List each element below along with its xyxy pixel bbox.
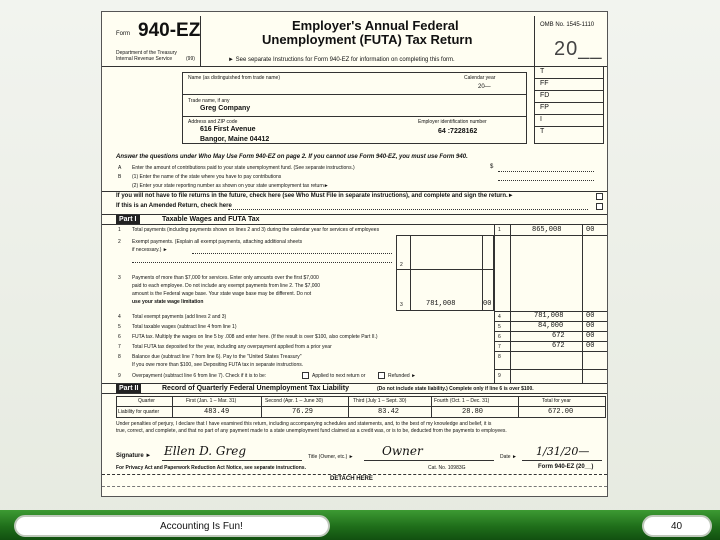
line8-label-a: Balance due (subtract line 7 from line 6). Pay to the "United States Treasury" (132, 354, 302, 360)
question-b1: (1) Enter the name of the state where you have to pay contributions (132, 174, 282, 180)
calendar-year-label: Calendar year (464, 75, 496, 81)
part2-label: Part II (116, 384, 141, 393)
question-b2: (2) Enter your state reporting number as shown on your state unemployment tax return► (132, 183, 329, 189)
side-code-fp: FP (540, 104, 549, 111)
line3-label-d: use your state wage limitation (132, 299, 204, 305)
omb-number: OMB No. 1545-1110 (540, 22, 595, 28)
line9-option-refunded: Refunded ► (388, 373, 417, 379)
part1-title: Taxable Wages and FUTA Tax (162, 216, 260, 223)
line7-label: Total FUTA tax deposited for the year, including any overpayment applied from a prior year (132, 344, 332, 350)
ein-value: 64 :7228162 (438, 128, 478, 135)
privacy-notice: For Privacy Act and Paperwork Reduction Act Notice, see separate instructions. (116, 465, 306, 471)
instructions-note: ► See separate Instructions for Form 940-EZ for information on completing this form. (228, 57, 455, 63)
line3-label-a: Payments of more than $7,000 for services. Enter only amounts over the first $7,000 (132, 275, 319, 281)
address-label: Address and ZIP code (188, 119, 238, 125)
quarter-first-header: First (Jan. 1 – Mar. 31) (186, 398, 237, 404)
line3-label-b: paid to each employee. Do not include any exempt payments from line 2. The $7,000 (132, 283, 321, 289)
trade-name-label: Trade name, if any (188, 98, 230, 104)
calendar-year-value: 20— (478, 84, 491, 90)
date-label: Date ► (500, 454, 517, 460)
page-number: 40 (671, 521, 683, 532)
line8-label-b: If you owe more than $100, see Depositing FUTA tax in separate instructions. (132, 362, 304, 368)
side-code-t: T (540, 68, 545, 75)
line2-label-a: Exempt payments. (Explain all exempt payments, attaching additional sheets (132, 239, 303, 245)
quarter-total-header: Total for year (542, 398, 571, 404)
liability-total: 672.00 (548, 408, 574, 416)
line2-label-b: if necessary.) ► (132, 247, 168, 253)
irs-label: Internal Revenue Service (116, 56, 173, 62)
applied-next-return-checkbox[interactable] (302, 372, 309, 379)
date-value: 1/31/20— (536, 445, 590, 458)
no-future-returns: If you will not have to file returns in the future, check here (see Who Must File in separate instructions), and complete and sign the return.► (116, 193, 514, 199)
line1-value: 865,008 (532, 226, 562, 234)
line9-label: Overpayment (subtract line 6 from line 7). Check if it is to be: (132, 373, 267, 379)
line3-value: 781,008 (426, 300, 456, 308)
line1-label: Total payments (including payments shown on lines 2 and 3) during the calendar year for services of employees (132, 227, 380, 233)
amended-return: If this is an Amended Return, check here (116, 203, 232, 209)
line6-label: FUTA tax. Multiply the wages on line 5 by .008 and enter here. (If the result is over $100, also complete Part II.) (132, 334, 378, 340)
address-line1: 616 First Avenue (200, 126, 256, 133)
line9-option-applied: Applied to next return or (312, 373, 366, 379)
quarter-second-header: Second (Apr. 1 – June 30) (265, 398, 324, 404)
page-number-pill (642, 515, 712, 537)
liability-label: Liability for quarter (118, 409, 160, 415)
detach-here: DETACH HERE (330, 476, 373, 482)
caption-pill (14, 515, 330, 537)
tax-year: 20__ (554, 38, 603, 60)
side-code-i: I (540, 116, 542, 123)
slide-footer-bar (0, 510, 720, 540)
question-a-dollar: $ (490, 164, 494, 170)
line4-value: 781,008 (534, 312, 564, 320)
form-940ez: Form 940-EZ Department of the Treasury Internal Revenue Service (99) Employer's Annual Federal Unemployment (FUTA) Tax Return ► See separate Instructions for Form 940-EZ for information on completing this form. OMB No. 1545-1110 20__ T FF FD FP I T Name (as distinguished from trade name) Calendar year 20— Trade name, if any Greg Company Address and ZIP code Employer identification number 616 First Avenue 64 :7228162 Bangor, Maine 04412 Answer the questions under Who May Use Form 940-EZ on page 2. If you cannot use Form 940-EZ, you must use Form 940. A Enter the amount of contributions paid to your state unemployment fund. (See separate instructions.) $ B (1) Enter the name of the state where you have to pay contributions (2) Enter your state reporting number as shown on your state unemployment tax return► If you will not have to file returns in the future, check here (see Who Must File in separate instructions), and complete and sign the return.► If this is an Amended Return, check here Part I Taxable Wages and FUTA Tax 1 Total payments (including payments shown on lines 2 and 3) during the calendar year for services of employees 1 865,008 00 2 Exempt payments. (Explain all exempt payments, attaching additional sheets if necessary.) ► 2 3 Payments of more than $7,000 for services. Enter only amounts over the first $7,000 paid to each employee. Do not include any exempt payments from line 2. The $7,000 amount is the Federal wage base. Your state wage base may be different. Do not use your state wage limitation 3 781,008 00 4 Total exempt payments (add lines 2 and 3) 4 781,008 00 5 Total taxable wages (subtract line 4 from line 1) 5 84,000 00 6 FUTA tax. Multiply the wages on line 5 by .008 and enter here. (If the result is over $100, also complete Part II.) 6 672 00 7 Total FUTA tax deposited for the year, including any overpayment applied from a prior year 7 672 00 8 Balance due (subtract line 7 from line 6). Pay to the "United States Treasury" 8 If you owe more than $100, see Depositing FUTA tax in separate instructions. 9 Overpayment (subtract line 6 from line 7). Check if it is to be: Applied to next return or Refunded ► 9 Part II Record of Quarterly Federal Unemployment Tax Liability (Do not include state liability.) Complete only if line 6 is over $100. Quarter First (Jan. 1 – Mar. 31) Second (Apr. 1 – June 30) Third (July 1 – Sept. 30) Fourth (Oct. 1 – Dec. 31) Total for year Liability for quarter 483.49 76.29 83.42 28.80 672.00 Under penalties of perjury, I declare that I have examined this return, including accompanying schedules and statements, and, to the best of my knowledge and belief, it is true, correct, and complete, and that no part of any payment made to a state unemployment fund claimed as a credit was, or is to be, deducted from the payments to employees. Signature ► Ellen D. Greg Title (Owner, etc.) ► Owner Date ► 1/31/20— For Privacy Act and Paperwork Reduction Act Notice, see separate instructions. Cat. No. 10983G Form 940-EZ (20__) DETACH HERE (101, 11, 608, 497)
quarter-third-header: Third (July 1 – Sept. 30) (353, 398, 407, 404)
form-title-line2: Unemployment (FUTA) Tax Return (262, 32, 473, 47)
title-value: Owner (382, 444, 423, 458)
quarter-header: Quarter (138, 398, 155, 404)
line7-cents: 00 (586, 342, 595, 350)
line3-cents: 00 (483, 300, 492, 308)
part2-note: (Do not include state liability.) Complete only if line 6 is over $100. (377, 386, 534, 392)
line7-value: 672 (552, 342, 565, 350)
side-code-ff: FF (540, 80, 549, 87)
no-future-returns-checkbox[interactable] (596, 193, 603, 200)
dept-label: Department of the Treasury (116, 50, 177, 56)
signature-label: Signature ► (116, 453, 152, 459)
header-rule (102, 66, 607, 67)
line5-label: Total taxable wages (subtract line 4 from line 1) (132, 324, 237, 330)
form-label: Form (116, 31, 130, 37)
line4-cents: 00 (586, 312, 595, 320)
name-label: Name (as distinguished from trade name) (188, 75, 280, 81)
catalog-number: Cat. No. 10983G (428, 465, 466, 471)
ein-label: Employer identification number (418, 119, 487, 125)
side-code-t2: T (540, 128, 545, 135)
line5-cents: 00 (586, 322, 595, 330)
form-number: 940-EZ (138, 20, 201, 41)
refunded-checkbox[interactable] (378, 372, 385, 379)
signature-value: Ellen D. Greg (164, 444, 247, 458)
header-divider-left (200, 16, 201, 66)
line3-label-c: amount is the Federal wage base. Your state wage base may be different. Do not (132, 291, 312, 297)
perjury-statement-2: true, correct, and complete, and that no part of any payment made to a state unemployment fund claimed as a credit was, or is to be, deducted from the payments to employees. (116, 428, 507, 434)
line5-value: 84,000 (538, 322, 564, 330)
code-99: (99) (186, 56, 195, 62)
line6-value: 672 (552, 332, 565, 340)
quarter-fourth-header: Fourth (Oct. 1 – Dec. 31) (434, 398, 490, 404)
liability-q1: 483.49 (204, 408, 230, 416)
form-footer-label: Form 940-EZ (20__) (538, 464, 594, 470)
liability-q3: 83.42 (378, 408, 400, 416)
amended-return-checkbox[interactable] (596, 203, 603, 210)
line4-label: Total exempt payments (add lines 2 and 3) (132, 314, 227, 320)
footer-caption: Accounting Is Fun! (160, 521, 243, 532)
answer-instruction: Answer the questions under Who May Use Form 940-EZ on page 2. If you cannot use Form 940-EZ, you must use Form 940. (116, 154, 468, 160)
part1-label: Part I (116, 215, 140, 224)
trade-name-value: Greg Company (200, 105, 251, 112)
address-line2: Bangor, Maine 04412 (200, 136, 270, 143)
side-code-fd: FD (540, 92, 550, 99)
line6-cents: 00 (586, 332, 595, 340)
form-title-line1: Employer's Annual Federal (292, 18, 459, 33)
liability-q2: 76.29 (292, 408, 314, 416)
perjury-statement-1: Under penalties of perjury, I declare that I have examined this return, including accompanying schedules and statements, and, to the best of my knowledge and belief, it is (116, 421, 492, 427)
title-label: Title (Owner, etc.) ► (308, 454, 354, 460)
liability-q4: 28.80 (462, 408, 484, 416)
part2-title: Record of Quarterly Federal Unemployment Tax Liability (162, 385, 349, 392)
question-a: Enter the amount of contributions paid to your state unemployment fund. (See separate instructions.) (132, 165, 355, 171)
line1-cents: 00 (586, 226, 595, 234)
